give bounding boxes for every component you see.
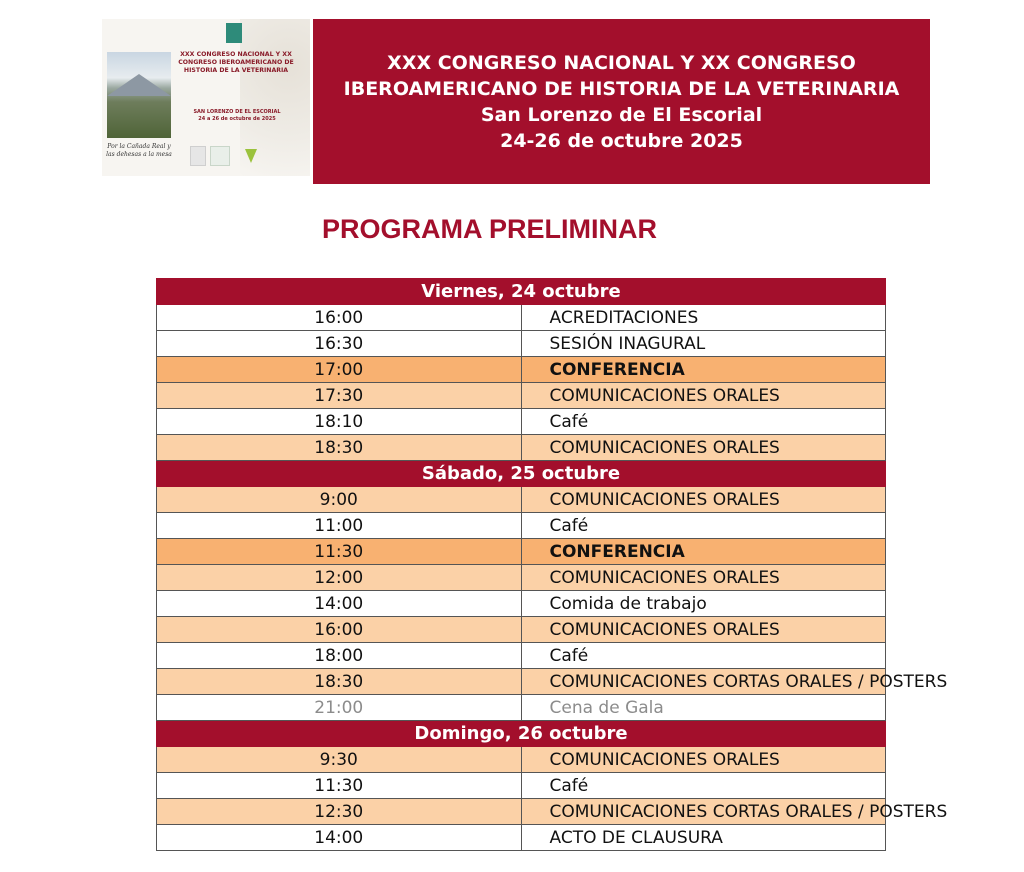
schedule-row [157,513,886,539]
schedule-activity: SESIÓN INAGURAL [521,331,886,357]
schedule-activity: Café [521,773,886,799]
schedule-activity: Comida de trabajo [521,591,886,617]
schedule-activity: Café [521,409,886,435]
sponsor-logo-icon [210,146,230,166]
schedule-activity: COMUNICACIONES ORALES [521,383,886,409]
poster-slogan: Por la Cañada Real y las dehesas a la mesa [106,143,172,158]
schedule-row [157,435,886,461]
poster-dates: 24 a 26 de octubre de 2025 [198,116,276,122]
college-logo-icon [226,23,242,43]
schedule-time: 11:00 [157,513,522,539]
congress-poster-image [102,19,310,176]
schedule-table [156,278,948,851]
program-title: PROGRAMA PRELIMINAR [322,214,657,244]
schedule-activity: Café [521,643,886,669]
schedule-activity: COMUNICACIONES ORALES [521,487,886,513]
schedule-time: 16:30 [157,331,522,357]
schedule-time: 9:30 [157,747,522,773]
schedule-time: 12:30 [157,799,522,825]
schedule-row [157,331,886,357]
schedule-activity: Café [521,513,886,539]
schedule-row [157,565,886,591]
schedule-time: 16:00 [157,617,522,643]
congress-banner [313,19,930,184]
schedule-time: 21:00 [157,695,522,721]
schedule-row [157,825,886,851]
schedule-activity: ACREDITACIONES [521,305,886,331]
poster-place-dates [182,109,292,123]
banner-line-1: XXX CONGRESO NACIONAL Y XX CONGRESO [387,51,856,74]
schedule-activity: COMUNICACIONES ORALES [521,747,886,773]
schedule-row [157,357,886,383]
schedule-row [157,669,886,695]
day-header: Sábado, 25 octubre [157,461,886,487]
schedule-activity: COMUNICACIONES ORALES [521,565,886,591]
schedule-time: 9:00 [157,487,522,513]
veterinary-college-logo-icon [245,149,257,163]
schedule-row [157,383,886,409]
schedule-time: 16:00 [157,305,522,331]
day-header: Domingo, 26 octubre [157,721,886,747]
schedule-row [157,305,886,331]
schedule-time: 11:30 [157,773,522,799]
schedule-activity: COMUNICACIONES ORALES [521,435,886,461]
schedule-time: 11:30 [157,539,522,565]
schedule-time: 18:10 [157,409,522,435]
schedule-row [157,799,886,825]
schedule-row [157,409,886,435]
schedule-time: 18:30 [157,435,522,461]
banner-line-4: 24-26 de octubre 2025 [500,129,743,152]
schedule-activity: CONFERENCIA [521,357,886,383]
sponsor-logo-icon [190,146,206,166]
banner-line-3: San Lorenzo de El Escorial [480,103,763,126]
schedule-row [157,487,886,513]
schedule-row [157,643,886,669]
schedule-time: 14:00 [157,591,522,617]
schedule-row [157,539,886,565]
schedule-row [157,747,886,773]
schedule-time: 18:30 [157,669,522,695]
schedule-time: 17:00 [157,357,522,383]
schedule-row [157,773,886,799]
mountain-shape [107,74,171,96]
schedule-time: 14:00 [157,825,522,851]
poster-title: XXX CONGRESO NACIONAL Y XX CONGRESO IBEROAMERICANO DE HISTORIA DE LA VETERINARIA [178,51,294,74]
schedule-time: 18:00 [157,643,522,669]
schedule-activity: COMUNICACIONES CORTAS ORALES / POSTERS [521,799,886,825]
schedule-time: 17:30 [157,383,522,409]
day-header: Viernes, 24 octubre [157,279,886,305]
schedule-activity: CONFERENCIA [521,539,886,565]
banner-line-2: IBEROAMERICANO DE HISTORIA DE LA VETERINARIA [343,77,900,100]
schedule-activity: COMUNICACIONES ORALES [521,617,886,643]
schedule-activity: Cena de Gala [521,695,886,721]
schedule-row [157,695,886,721]
day-header-row [157,279,886,305]
schedule-activity: COMUNICACIONES CORTAS ORALES / POSTERS [521,669,886,695]
schedule-row [157,591,886,617]
schedule-activity: ACTO DE CLAUSURA [521,825,886,851]
poster-place: SAN LORENZO DE EL ESCORIAL [193,109,281,115]
schedule-time: 12:00 [157,565,522,591]
day-header-row [157,461,886,487]
schedule-row [157,617,886,643]
day-header-row [157,721,886,747]
